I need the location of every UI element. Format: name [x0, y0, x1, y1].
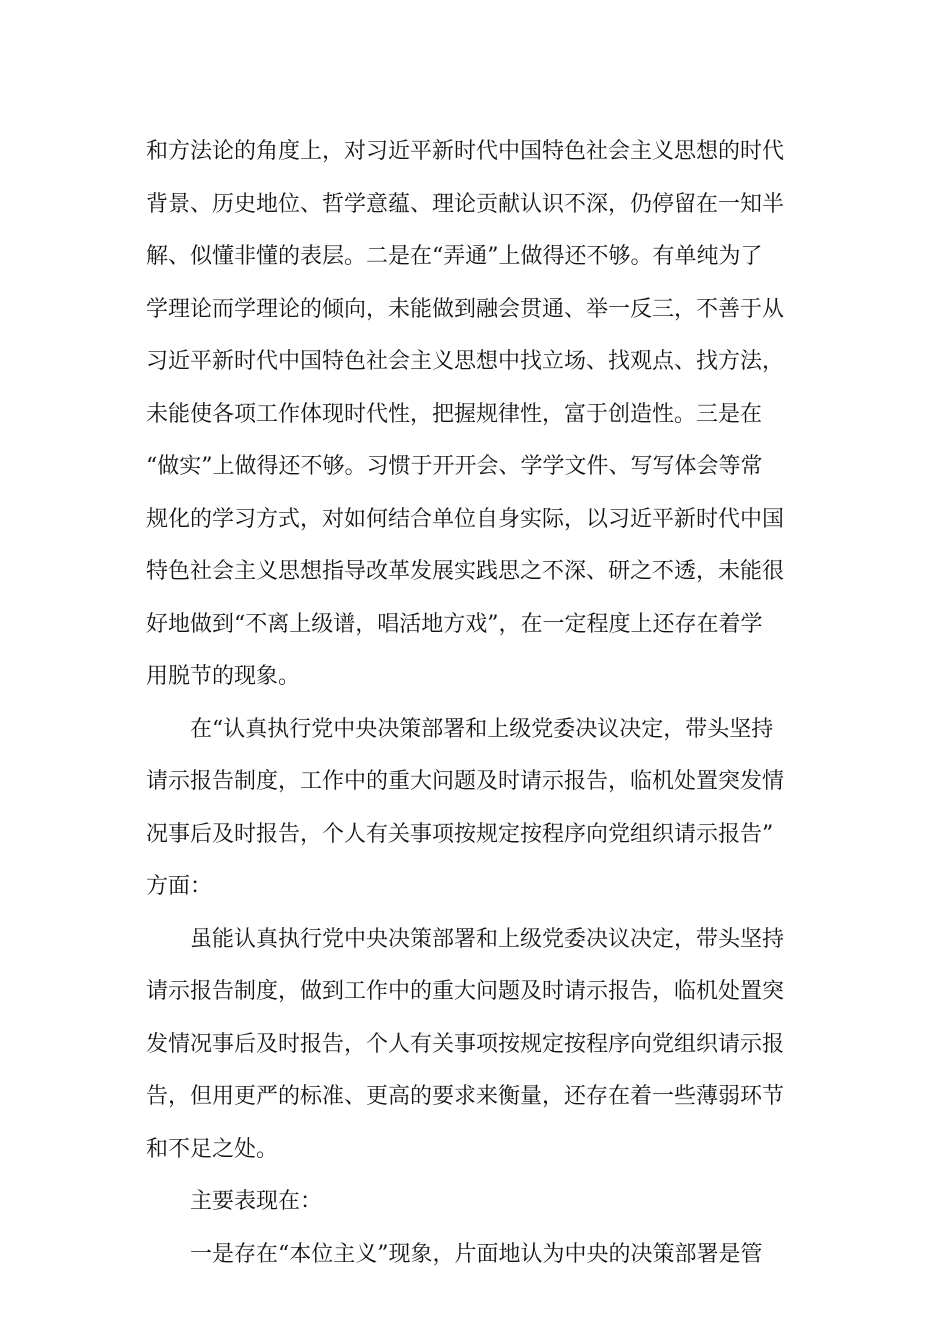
text-line: 请示报告制度，做到工作中的重大问题及时请示报告，临机处置突 [146, 979, 785, 1004]
text-line: 特色社会主义思想指导改革发展实践思之不深、研之不透，未能很 [146, 559, 785, 584]
text-line: 用脱节的现象。 [146, 664, 301, 689]
document-body [146, 126, 806, 1281]
text-line: 请示报告制度，工作中的重大问题及时请示报告，临机处置突发情 [146, 769, 785, 794]
text-line: 习近平新时代中国特色社会主义思想中找立场、找观点、找方法， [146, 349, 785, 374]
text-line: 和不足之处。 [146, 1136, 279, 1162]
text-line: 学理论而学理论的倾向，未能做到融会贯通、举一反三，不善于从 [146, 296, 785, 322]
text-line: 发情况事后及时报告，个人有关事项按规定按程序向党组织请示报 [146, 1031, 785, 1057]
text-line: 解、似懂非懂的表层。二是在“弄通”上做得还不够。有单纯为了 [146, 244, 763, 269]
text-line: 告，但用更严的标准、更高的要求来衡量，还存在着一些薄弱环节 [146, 1084, 785, 1109]
paragraph-first-line: 主要表现在： [190, 1189, 323, 1214]
text-line: 规化的学习方式，对如何结合单位自身实际，以习近平新时代中国 [146, 506, 785, 532]
paragraph-first-line: 一是存在“本位主义”现象，片面地认为中央的决策部署是管 [190, 1241, 763, 1267]
paragraph-first-line: 虽能认真执行党中央决策部署和上级党委决议决定，带头坚持 [190, 926, 785, 952]
text-line: 未能使各项工作体现时代性，把握规律性，富于创造性。三是在 [146, 401, 763, 427]
paragraph-first-line: 在“认真执行党中央决策部署和上级党委决议决定，带头坚持 [190, 716, 774, 742]
text-line: 况事后及时报告，个人有关事项按规定按程序向党组织请示报告” [146, 821, 774, 847]
text-line: “做实”上做得还不够。习惯于开开会、学学文件、写写体会等常 [146, 454, 763, 479]
text-line: 和方法论的角度上，对习近平新时代中国特色社会主义思想的时代 [146, 139, 785, 164]
text-line: 好地做到“不离上级谱，唱活地方戏”，在一定程度上还存在着学 [146, 611, 763, 637]
text-line: 方面： [146, 874, 213, 899]
text-line: 背景、历史地位、哲学意蕴、理论贡献认识不深，仍停留在一知半 [146, 191, 785, 217]
